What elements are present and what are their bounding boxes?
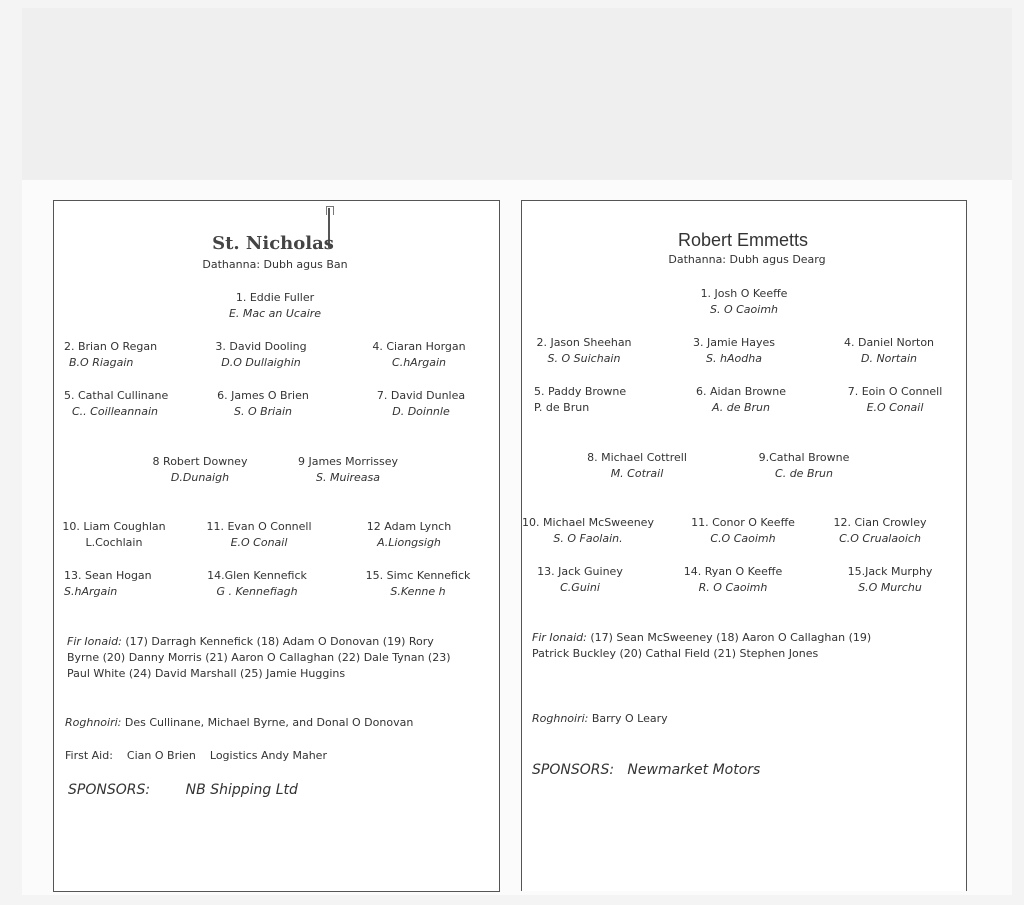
player-1-right: 1. Josh O Keeffe S. O Caoimh (700, 287, 788, 316)
player-7-left: 7. David Dunlea D. Doinnle (376, 389, 466, 418)
scan-background-top (22, 8, 1012, 180)
team-colours-right: Dathanna: Dubh agus Dearg (668, 253, 826, 266)
player-1-left: 1. Eddie Fuller E. Mac an Ucaire (228, 291, 322, 320)
mentors-right: Roghnoiri: Barry O Leary (532, 712, 668, 725)
sponsors-left: SPONSORS: NB Shipping Ltd (68, 782, 298, 798)
substitutes-right: Fir Ionaid: (17) Sean McSweeney (18) Aaron O Callaghan (19) Patrick Buckley (20) Cathal Field (21) Stephen Jones (532, 631, 872, 660)
team-title-left: St. Nicholas (212, 233, 334, 254)
player-13-right: 13. Jack Guiney C.Guini (537, 565, 623, 594)
player-4-left: 4. Ciaran Horgan C.hArgain (372, 340, 466, 369)
player-12-right: 12. Cian Crowley C.O Crualaoich (833, 516, 927, 545)
player-11-right: 11. Conor O Keeffe C.O Caoimh (691, 516, 795, 545)
player-9-right: 9.Cathal Browne C. de Brun (758, 451, 850, 480)
player-12-left: 12 Adam Lynch A.Liongsigh (366, 520, 452, 549)
player-8-right: 8. Michael Cottrell M. Cotrail (587, 451, 687, 480)
team-title-right: Robert Emmetts (677, 230, 809, 250)
mentors-left: Roghnoiri: Des Cullinane, Michael Byrne, and Donal O Donovan (65, 716, 414, 729)
player-9-left: 9 James Morrissey S. Muireasa (297, 455, 399, 484)
player-10-right: 10. Michael McSweeney S. O Faolain. (522, 516, 654, 545)
first-aid-logistics-left: First Aid: Cian O Brien Logistics Andy Maher (65, 749, 327, 762)
substitutes-left: Fir Ionaid: (17) Darragh Kennefick (18) Adam O Donovan (19) Rory Byrne (20) Danny Morris (21) Aaron O Callaghan (22) Dale Tynan (23) Paul White (24) David Marshall (25) Jamie Huggins (67, 635, 451, 680)
player-3-left: 3. David Dooling D.O Dullaighin (215, 340, 307, 369)
player-5-right: 5. Paddy Browne P. de Brun (534, 385, 627, 414)
player-13-left: 13. Sean Hogan S.hArgain (64, 569, 152, 598)
sponsors-right: SPONSORS: Newmarket Motors (532, 762, 761, 778)
player-2-left: 2. Brian O Regan B.O Riagain (64, 340, 158, 369)
player-10-left: 10. Liam Coughlan L.Cochlain (62, 520, 166, 549)
team-colours-left: Dathanna: Dubh agus Ban (202, 258, 348, 271)
player-11-left: 11. Evan O Connell E.O Conail (206, 520, 312, 549)
player-2-right: 2. Jason Sheehan S. O Suichain (536, 336, 632, 365)
player-3-right: 3. Jamie Hayes S. hAodha (692, 336, 776, 365)
player-4-right: 4. Daniel Norton D. Nortain (843, 336, 935, 365)
player-14-left: 14.Glen Kennefick G . Kennefiagh (207, 569, 307, 598)
player-14-right: 14. Ryan O Keeffe R. O Caoimh (683, 565, 783, 594)
player-6-left: 6. James O Brien S. O Briain (217, 389, 309, 418)
player-7-right: 7. Eoin O Connell E.O Conail (847, 385, 943, 414)
player-5-left: 5. Cathal Cullinane C.. Coilleannain (64, 389, 169, 418)
player-6-right: 6. Aidan Browne A. de Brun (695, 385, 787, 414)
player-8-left: 8 Robert Downey D.Dunaigh (152, 455, 248, 484)
player-15-right: 15.Jack Murphy S.O Murchu (847, 565, 933, 594)
player-15-left: 15. Simc Kennefick S.Kenne h (365, 569, 471, 598)
